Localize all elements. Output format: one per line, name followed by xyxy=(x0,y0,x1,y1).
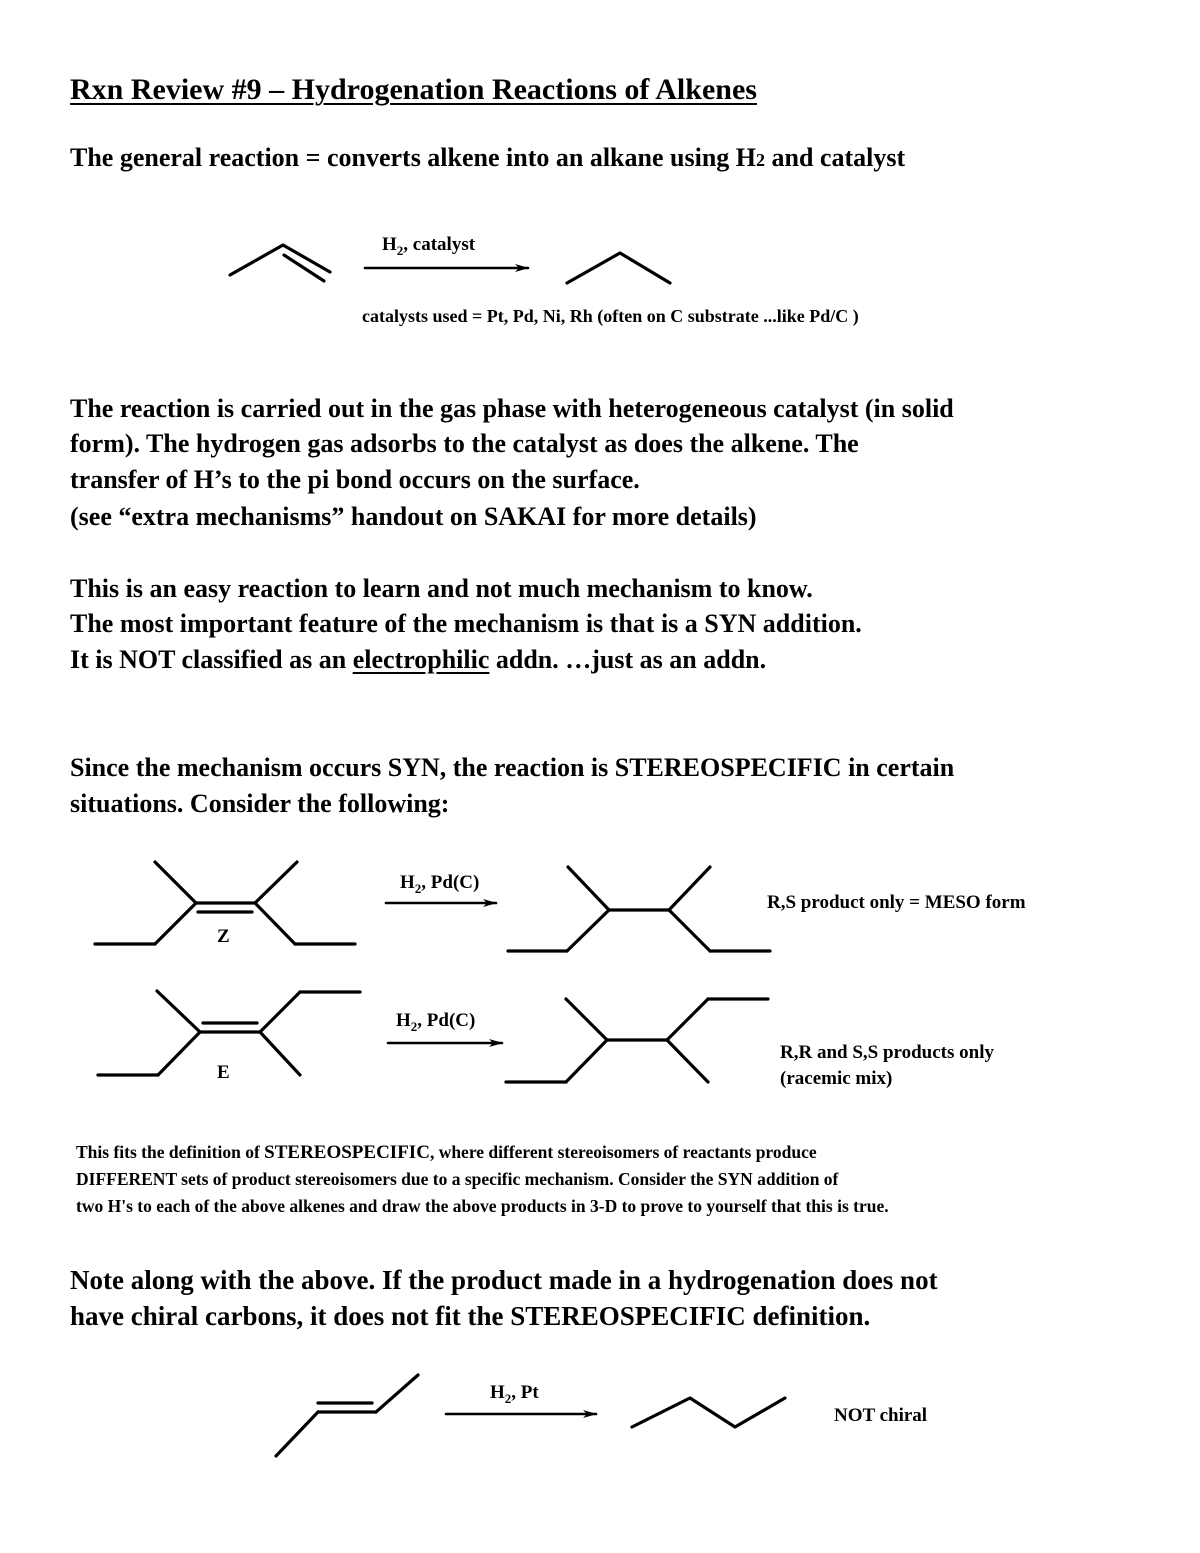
scheme-last-reagent-h: H xyxy=(490,1382,505,1403)
para1-line-3: transfer of H’s to the pi bond occurs on the surface. xyxy=(70,465,640,494)
definition-line-2: DIFFERENT sets of product stereoisomers due to a specific mechanism. Consider the SYN addition of xyxy=(76,1169,839,1189)
note-line-2: have chiral carbons, it does not fit the STEREOSPECIFIC definition. xyxy=(70,1301,871,1331)
general-reaction-subscript: 2 xyxy=(756,150,766,170)
catalysts-note: catalysts used = Pt, Pd, Ni, Rh (often on C substrate ...like Pd/C ) xyxy=(362,306,859,326)
general-reaction-suffix: and catalyst xyxy=(765,143,906,172)
definition-line-1-post: , where different stereoisomers of reactants produce xyxy=(429,1142,817,1162)
scheme-last-result: NOT chiral xyxy=(834,1405,928,1426)
pentene-structure xyxy=(276,1375,418,1456)
label-z: Z xyxy=(217,926,230,947)
pentane-structure xyxy=(632,1398,785,1427)
definition-line-3: two H's to each of the above alkenes and draw the above products in 3-D to prove to yourself that this is true. xyxy=(76,1196,889,1216)
para3-line-2: situations. Consider the following: xyxy=(70,789,450,818)
scheme-last-reagent-rest: , Pt xyxy=(511,1382,539,1403)
electrophilic-underlined: electrophilic xyxy=(352,645,490,674)
definition-line-1-pre: This fits the definition of xyxy=(76,1142,265,1162)
meso-product-structure xyxy=(508,867,770,951)
z-alkene-structure xyxy=(95,862,355,944)
scheme1-reagent-sub: 2 xyxy=(396,242,404,258)
general-reaction-prefix: The general reaction = converts alkene into an alkane using H xyxy=(70,143,757,172)
scheme-e-reagent-h: H xyxy=(396,1010,411,1031)
scheme1-reagent-h: H xyxy=(382,234,397,255)
para2-line-1: This is an easy reaction to learn and not much mechanism to know. xyxy=(70,574,813,603)
scheme-last-reagent-sub: 2 xyxy=(504,1390,512,1406)
definition-strong: STEREOSPECIFIC xyxy=(264,1142,430,1163)
para2-line-3-post: addn. …just as an addn. xyxy=(489,645,767,674)
scheme-e-reagent-rest: , Pd(C) xyxy=(417,1010,476,1031)
scheme-z-reagent-sub: 2 xyxy=(414,880,422,896)
propene-structure xyxy=(230,245,330,281)
scheme-z-reagent-rest: , Pd(C) xyxy=(421,872,480,893)
para3-line-1: Since the mechanism occurs SYN, the reaction is STEREOSPECIFIC in certain xyxy=(70,753,955,782)
scheme-e-result-line-2: (racemic mix) xyxy=(780,1068,893,1089)
note-line-1: Note along with the above. If the product made in a hydrogenation does not xyxy=(70,1265,938,1295)
label-e: E xyxy=(217,1062,230,1083)
page-title: Rxn Review #9 – Hydrogenation Reactions of Alkenes xyxy=(70,73,757,106)
scheme-z-reagent-h: H xyxy=(400,872,415,893)
para1-line-1: The reaction is carried out in the gas phase with heterogeneous catalyst (in solid xyxy=(70,394,954,423)
scheme-z-result: R,S product only = MESO form xyxy=(767,892,1026,913)
e-alkene-structure xyxy=(98,991,360,1075)
para1-line-4: (see “extra mechanisms” handout on SAKAI for more details) xyxy=(70,502,757,531)
scheme1-reagent-rest: , catalyst xyxy=(403,234,476,255)
racemic-product-structure xyxy=(506,999,768,1082)
scheme-e-reagent-sub: 2 xyxy=(410,1018,418,1034)
para2-line-3-pre: It is NOT classified as an xyxy=(70,645,353,674)
para1-line-2: form). The hydrogen gas adsorbs to the catalyst as does the alkene. The xyxy=(70,429,859,458)
propane-structure xyxy=(567,253,670,283)
para2-line-2: The most important feature of the mechanism is that is a SYN addition. xyxy=(70,609,862,638)
scheme-e-result-line-1: R,R and S,S products only xyxy=(780,1042,995,1063)
